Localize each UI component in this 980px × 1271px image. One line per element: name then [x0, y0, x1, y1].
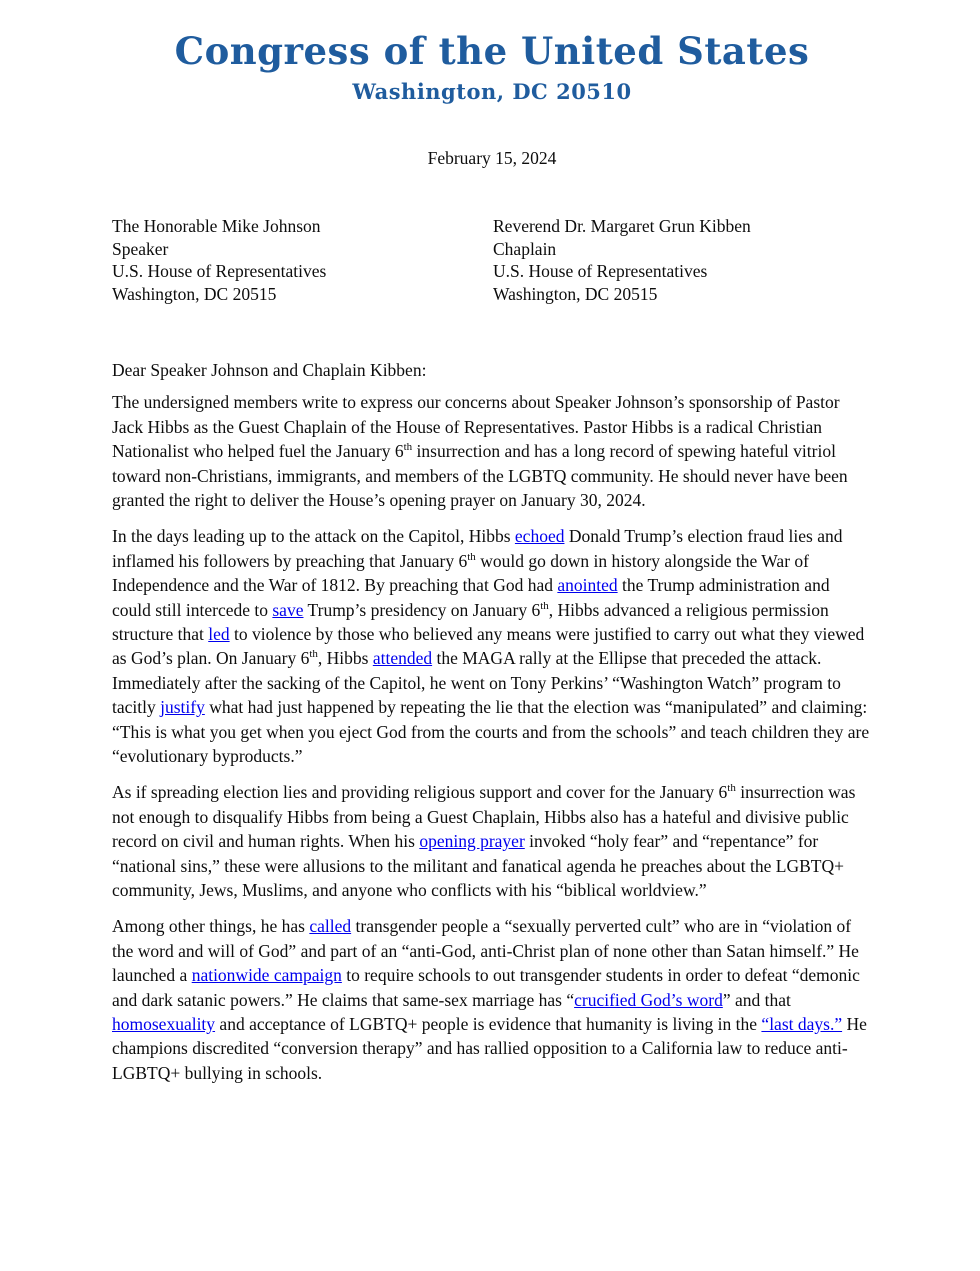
recipient-line: U.S. House of Representatives — [493, 261, 708, 282]
letter-paragraph: In the days leading up to the attack on the Capitol, Hibbs echoed Donald Trump’s election fraud lies and inflamed his followers by preaching that January 6th would go down in history alongside the War of Independence and the War of 1812. By preaching that God had anointed the Trump administration and could still intercede to save Trump’s presidency on January 6th, Hibbs advanced a religious permission structure that led to violence by those who believed any means were justified to carry out what they viewed as God’s plan. On January 6th, Hibbs attended the MAGA rally at the Ellipse that preceded the attack. Immediately after the sacking of the Capitol, he went on Tony Perkins’ “Washington Watch” program to tacitly justify what had just happened by repeating the lie that the election was “manipulated” and claiming: “This is what you get when you eject God from the courts and from the schools” and teach children they are “evolutionary byproducts.” — [112, 526, 870, 767]
recipient-line: Washington, DC 20515 — [112, 284, 277, 305]
recipient-block-chaplain — [493, 215, 872, 306]
inline-link[interactable]: echoed — [514, 526, 565, 547]
letter-body — [112, 390, 872, 1085]
letterhead — [112, 30, 872, 104]
inline-link[interactable]: homosexuality — [112, 1014, 216, 1035]
inline-link[interactable]: attended — [372, 648, 433, 669]
ordinal-superscript: th — [403, 441, 413, 454]
inline-link[interactable]: nationwide campaign — [191, 965, 342, 986]
recipient-line: Washington, DC 20515 — [493, 284, 658, 305]
letter-paragraph: Among other things, he has called transgender people a “sexually perverted cult” who are in “violation of the word and will of God” and part of an “anti-God, anti-Christ plan of none other than Satan himself.” He launched a nationwide campaign to require schools to out transgender students in order to defeat “demonic and dark satanic powers.” He claims that same-sex marriage has “crucified God’s word” and that homosexuality and acceptance of LGBTQ+ people is evidence that humanity is living in the “last days.” He champions discredited “conversion therapy” and has rallied opposition to a California law to reduce anti-LGBTQ+ bullying in schools. — [112, 916, 867, 1083]
recipient-line: U.S. House of Representatives — [112, 261, 327, 282]
salutation: Dear Speaker Johnson and Chaplain Kibben: — [112, 359, 427, 380]
inline-link[interactable]: “last days.” — [761, 1014, 843, 1035]
ordinal-superscript: th — [309, 648, 318, 661]
letterhead-subtitle: Washington, DC 20510 — [352, 78, 632, 104]
letterhead-title: Congress of the United States — [174, 29, 810, 73]
letter-paragraph: As if spreading election lies and providing religious support and cover for the January 6th insurrection was not enough to disqualify Hibbs from being a Guest Chaplain, Hibbs also has a hateful and divisive public record on civil and human rights. When his opening prayer invoked “holy fear” and “repentance” for “national sins,” these were allusions to the militant and fanatical agenda he preaches about the LGBTQ+ community, Jews, Muslims, and anyone who conflicts with his “biblical worldview.” — [112, 782, 856, 901]
recipient-line: Reverend Dr. Margaret Grun Kibben — [493, 215, 751, 236]
inline-link[interactable]: opening prayer — [419, 831, 525, 852]
inline-link[interactable]: crucified God’s word — [574, 989, 723, 1010]
recipient-block-speaker — [112, 215, 493, 306]
inline-link[interactable]: justify — [160, 697, 205, 718]
inline-link[interactable]: led — [208, 623, 230, 644]
date-line: February 15, 2024 — [427, 147, 557, 168]
ordinal-superscript: th — [467, 550, 476, 563]
inline-link[interactable]: called — [309, 916, 352, 937]
recipients — [112, 215, 872, 306]
recipient-line: Speaker — [112, 238, 169, 259]
inline-link[interactable]: save — [272, 599, 304, 620]
letter-paragraph: The undersigned members write to express our concerns about Speaker Johnson’s sponsorship of Pastor Jack Hibbs as the Guest Chaplain of the House of Representatives. Pastor Hibbs is a radical Christian Nationalist who helped fuel the January 6th insurrection and has a long record of spewing hateful vitriol toward non-Christians, immigrants, and members of the LGBTQ community. He should never have been granted the right to deliver the House’s opening prayer on January 30, 2024. — [112, 392, 848, 510]
recipient-line: The Honorable Mike Johnson — [112, 215, 321, 236]
inline-link[interactable]: anointed — [557, 575, 618, 596]
ordinal-superscript: th — [727, 782, 736, 795]
recipient-line: Chaplain — [493, 238, 557, 259]
ordinal-superscript: th — [540, 599, 549, 612]
